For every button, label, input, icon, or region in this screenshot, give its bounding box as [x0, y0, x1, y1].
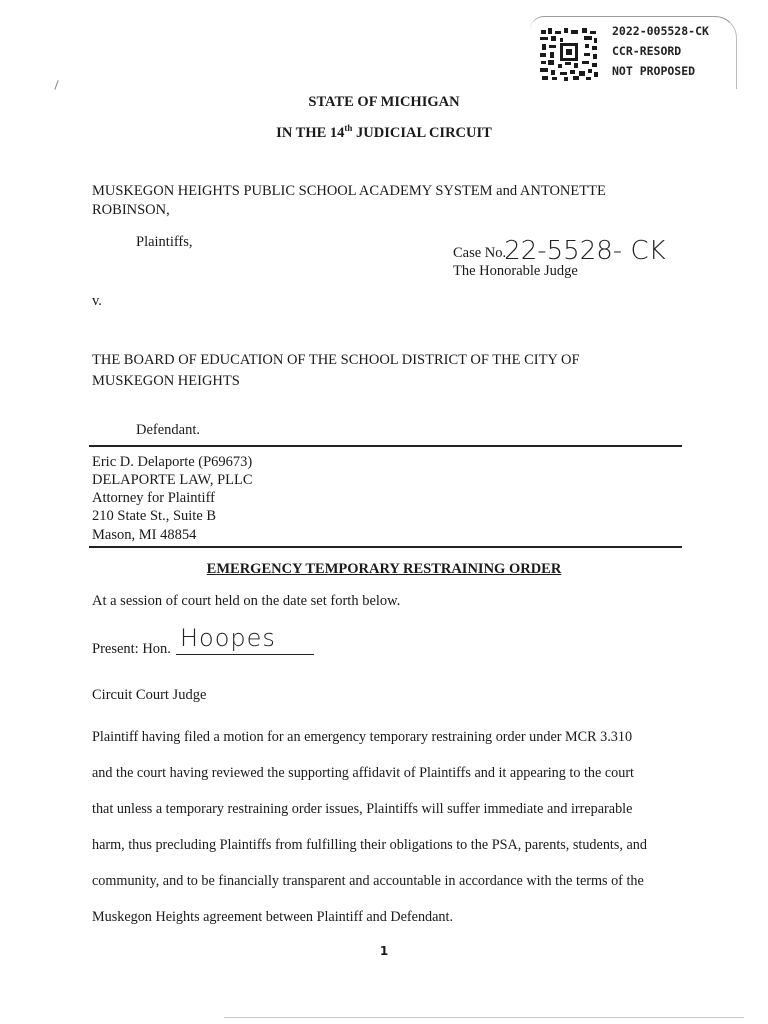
- judge-label: The Honorable Judge: [453, 263, 578, 279]
- attorney-street: 210 State St., Suite B: [92, 508, 217, 524]
- page-number: 1: [379, 944, 389, 958]
- attorney-city: Mason, MI 48854: [92, 527, 197, 543]
- case-number-handwritten: 22-5528- CK: [504, 236, 666, 266]
- order-body-line-2: and the court having reviewed the supporting affidavit of Plaintiffs and it appearing to the court: [92, 765, 634, 781]
- judge-signature: Hoopes: [180, 624, 276, 652]
- plaintiffs-line-1: MUSKEGON HEIGHTS PUBLIC SCHOOL ACADEMY SYSTEM and ANTONETTE: [92, 183, 606, 199]
- state-heading: STATE OF MICHIGAN: [308, 94, 460, 110]
- defendant-label: Defendant.: [136, 422, 201, 438]
- order-body-line-4: harm, thus precluding Plaintiffs from fulfilling their obligations to the PSA, parents, students, and: [92, 837, 647, 853]
- stray-mark: [54, 80, 58, 90]
- divider-top: [89, 445, 682, 447]
- order-body-line-1: Plaintiff having filed a motion for an emergency temporary restraining order under MCR 3.310: [92, 729, 633, 745]
- present-label: Present: Hon.: [92, 641, 171, 657]
- qr-code-icon: [538, 26, 600, 82]
- stamp-case-code: 2022-005528-CK: [612, 24, 709, 38]
- judge-title: Circuit Court Judge: [92, 687, 207, 703]
- plaintiffs-line-2: ROBINSON,: [92, 202, 170, 218]
- order-body-line-3: that unless a temporary restraining order issues, Plaintiffs will suffer immediate and irreparable: [92, 801, 633, 817]
- versus: v.: [92, 293, 102, 309]
- order-body-line-6: Muskegon Heights agreement between Plaintiff and Defendant.: [92, 909, 454, 925]
- stamp-type-code: CCR-RESORD: [612, 44, 682, 58]
- plaintiffs-label: Plaintiffs,: [136, 234, 193, 250]
- scan-edge: [224, 1017, 744, 1018]
- court-heading: IN THE 14th JUDICIAL CIRCUIT: [276, 123, 492, 141]
- attorney-role: Attorney for Plaintiff: [92, 490, 215, 506]
- session-line: At a session of court held on the date set forth below.: [92, 593, 401, 609]
- order-title: EMERGENCY TEMPORARY RESTRAINING ORDER: [206, 561, 562, 577]
- case-number-label: Case No.: [453, 245, 507, 261]
- defendant-line-1: THE BOARD OF EDUCATION OF THE SCHOOL DISTRICT OF THE CITY OF: [92, 352, 580, 368]
- order-body-line-5: community, and to be financially transparent and accountable in accordance with the terms of the: [92, 873, 644, 889]
- defendant-line-2: MUSKEGON HEIGHTS: [92, 373, 240, 389]
- stamp-status: NOT PROPOSED: [612, 64, 696, 78]
- divider-bottom: [89, 546, 682, 548]
- attorney-name: Eric D. Delaporte (P69673): [92, 454, 253, 470]
- attorney-firm: DELAPORTE LAW, PLLC: [92, 472, 253, 488]
